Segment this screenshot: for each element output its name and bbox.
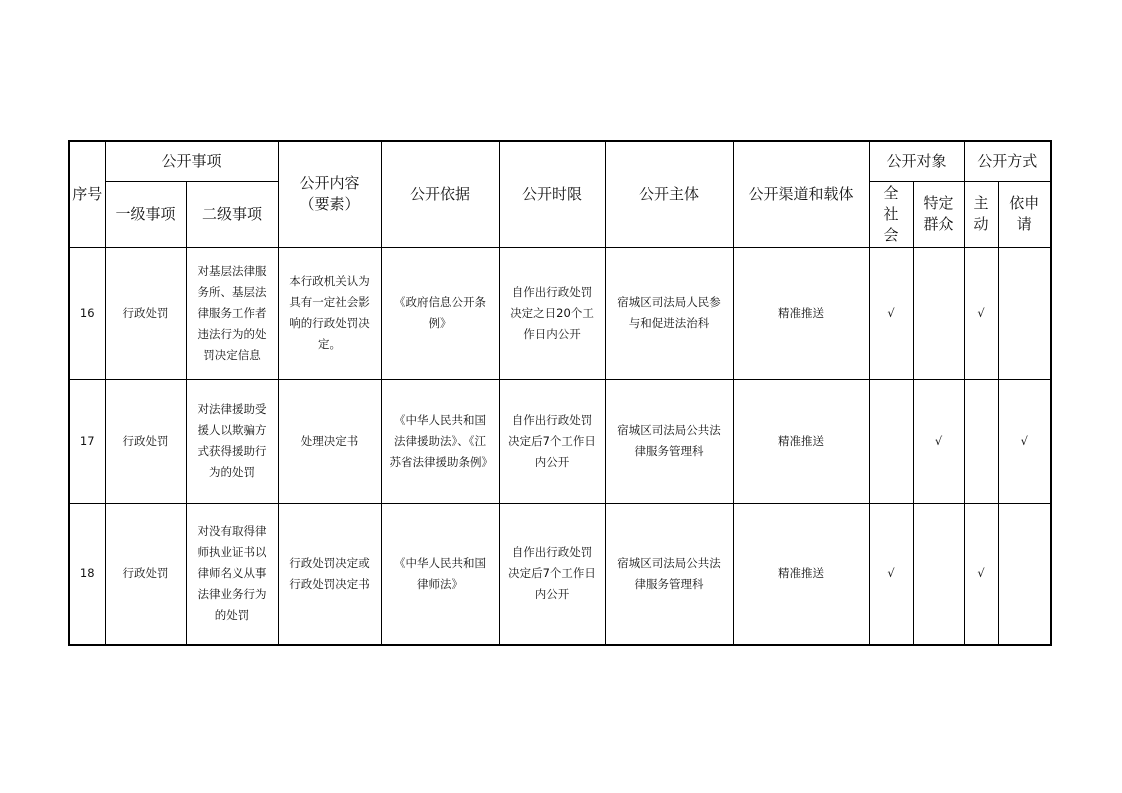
table-row — [69, 247, 1051, 379]
table-body — [69, 247, 1051, 645]
table-row — [69, 379, 1051, 503]
cell-level1: 行政处罚 — [105, 503, 186, 645]
header-time-limit: 公开时限 — [499, 141, 605, 247]
header-content: 公开内容（要素） — [278, 141, 381, 247]
cell-subject: 宿城区司法局公共法律服务管理科 — [605, 503, 733, 645]
table-row — [69, 503, 1051, 645]
cell-time-limit: 自作出行政处罚决定后7个工作日内公开 — [499, 503, 605, 645]
header-disclosure-item: 公开事项 — [105, 141, 278, 181]
cell-method-active — [964, 379, 998, 503]
cell-seq: 16 — [69, 247, 105, 379]
header-target-specific: 特定群众 — [913, 181, 964, 247]
cell-content: 处理决定书 — [278, 379, 381, 503]
cell-target-specific — [913, 503, 964, 645]
cell-channel: 精准推送 — [733, 247, 869, 379]
cell-content: 行政处罚决定或行政处罚决定书 — [278, 503, 381, 645]
header-target: 公开对象 — [869, 141, 964, 181]
header-subject: 公开主体 — [605, 141, 733, 247]
cell-target-all: √ — [869, 503, 913, 645]
cell-method-active: √ — [964, 503, 998, 645]
cell-target-all: √ — [869, 247, 913, 379]
cell-level1: 行政处罚 — [105, 379, 186, 503]
header-channel: 公开渠道和载体 — [733, 141, 869, 247]
header-seq: 序号 — [69, 141, 105, 247]
cell-level2: 对法律援助受援人以欺骗方式获得援助行为的处罚 — [186, 379, 278, 503]
header-level1: 一级事项 — [105, 181, 186, 247]
header-target-all: 全社会 — [869, 181, 913, 247]
cell-channel: 精准推送 — [733, 503, 869, 645]
table-header — [69, 141, 1051, 247]
header-basis: 公开依据 — [381, 141, 499, 247]
cell-basis: 《政府信息公开条例》 — [381, 247, 499, 379]
cell-target-specific — [913, 247, 964, 379]
cell-method-request — [998, 503, 1051, 645]
cell-method-request — [998, 247, 1051, 379]
cell-level2: 对基层法律服务所、基层法律服务工作者违法行为的处罚决定信息 — [186, 247, 278, 379]
disclosure-table — [68, 140, 1052, 646]
cell-method-request: √ — [998, 379, 1051, 503]
header-method-active: 主动 — [964, 181, 998, 247]
cell-method-active: √ — [964, 247, 998, 379]
cell-channel: 精准推送 — [733, 379, 869, 503]
cell-time-limit: 自作出行政处罚决定之日20个工作日内公开 — [499, 247, 605, 379]
cell-level1: 行政处罚 — [105, 247, 186, 379]
cell-target-specific: √ — [913, 379, 964, 503]
cell-basis: 《中华人民共和国法律援助法》、《江苏省法律援助条例》 — [381, 379, 499, 503]
header-level2: 二级事项 — [186, 181, 278, 247]
cell-time-limit: 自作出行政处罚决定后7个工作日内公开 — [499, 379, 605, 503]
cell-subject: 宿城区司法局公共法律服务管理科 — [605, 379, 733, 503]
cell-level2: 对没有取得律师执业证书以律师名义从事法律业务行为的处罚 — [186, 503, 278, 645]
header-method-request: 依申请 — [998, 181, 1051, 247]
cell-seq: 17 — [69, 379, 105, 503]
header-method: 公开方式 — [964, 141, 1051, 181]
cell-subject: 宿城区司法局人民参与和促进法治科 — [605, 247, 733, 379]
cell-target-all — [869, 379, 913, 503]
cell-content: 本行政机关认为具有一定社会影响的行政处罚决定。 — [278, 247, 381, 379]
cell-seq: 18 — [69, 503, 105, 645]
cell-basis: 《中华人民共和国律师法》 — [381, 503, 499, 645]
